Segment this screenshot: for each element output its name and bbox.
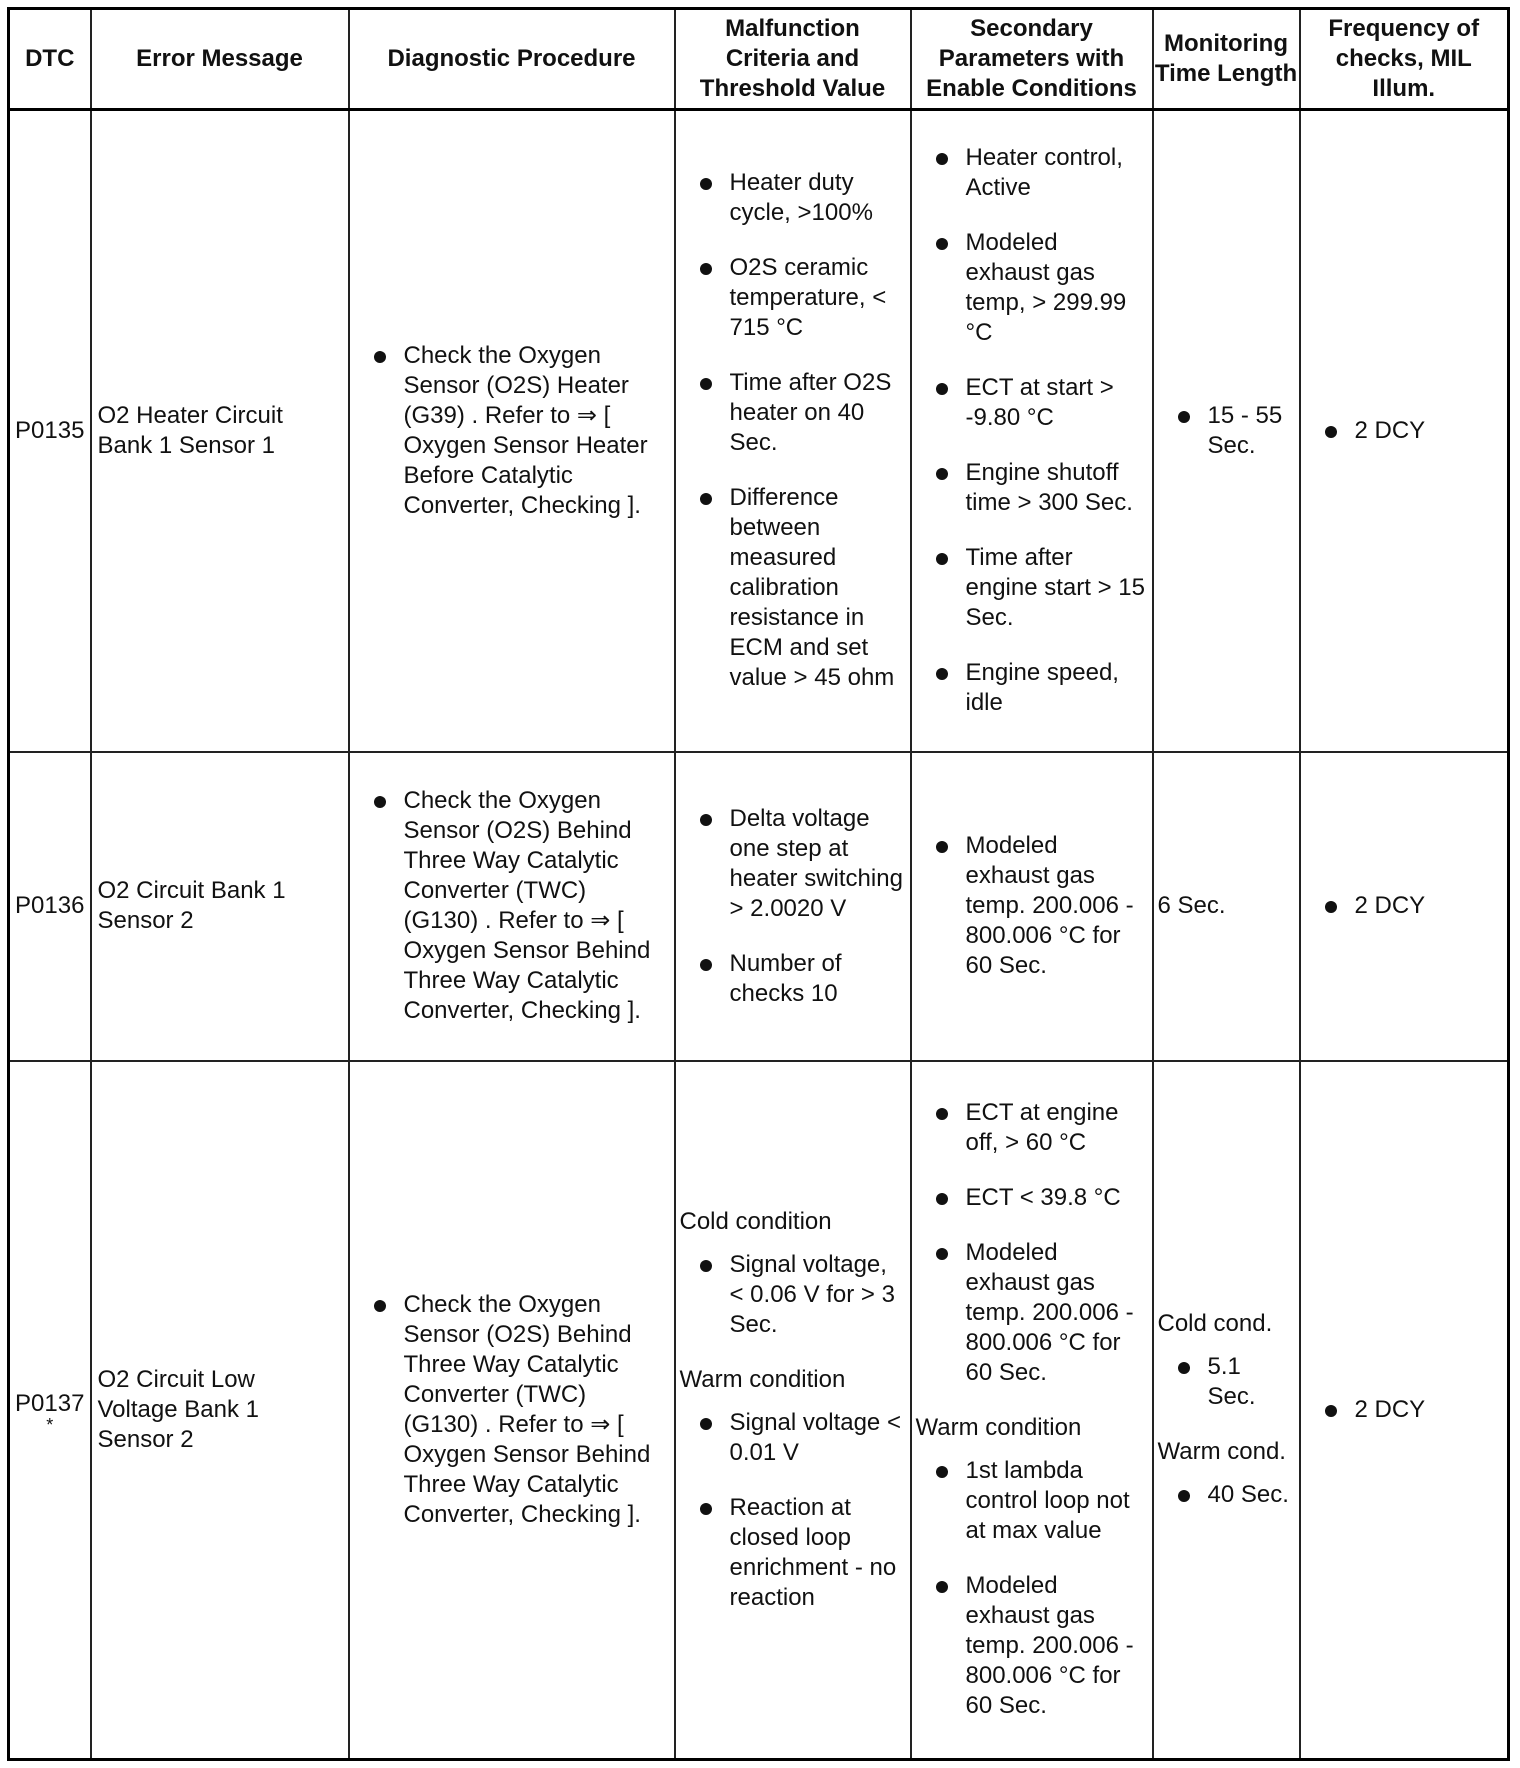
monitoring-time — [1153, 1061, 1300, 1760]
frequency — [1300, 1061, 1509, 1760]
header-diagnostic-procedure: Diagnostic Procedure — [349, 9, 675, 110]
error-message: O2 Heater Circuit Bank 1 Sensor 1 — [91, 110, 349, 752]
warm-condition-label: Warm condition — [915, 1414, 1082, 1442]
table-row — [9, 1061, 1509, 1760]
secondary-item: ECT at start > -9.80 °C — [916, 373, 1146, 433]
diagnostic-procedure — [349, 110, 675, 752]
dtc-code: P0136 — [9, 752, 91, 1061]
diagnostic-procedure — [349, 1061, 675, 1760]
header-secondary-parameters: Secondary Parameters with Enable Conditions — [911, 9, 1153, 110]
criteria-item: Time after O2S heater on 40 Sec. — [680, 368, 904, 458]
malfunction-criteria — [675, 1061, 911, 1760]
secondary-item: Modeled exhaust gas temp. 200.006 - 800.006 °C for 60 Sec. — [916, 831, 1146, 981]
cold-cond-label: Cold cond. — [1157, 1310, 1273, 1338]
dtc-footnote-marker: * — [46, 1414, 54, 1435]
secondary-item: Engine shutoff time > 300 Sec. — [916, 458, 1146, 518]
malfunction-criteria — [675, 752, 911, 1061]
secondary-item: Heater control, Active — [916, 143, 1146, 203]
error-message: O2 Circuit Bank 1 Sensor 2 — [91, 752, 349, 1061]
secondary-item: 1st lambda control loop not at max value — [916, 1456, 1146, 1546]
criteria-item: Difference between measured calibration resistance in ECM and set value > 45 ohm — [680, 483, 904, 693]
frequency-item: 2 DCY — [1305, 891, 1502, 921]
secondary-parameters — [911, 110, 1153, 752]
monitoring-item: 5.1 Sec. — [1158, 1352, 1293, 1412]
warm-cond-label: Warm cond. — [1157, 1438, 1286, 1466]
secondary-parameters — [911, 752, 1153, 1061]
table-row — [9, 752, 1509, 1061]
monitoring-time — [1153, 110, 1300, 752]
criteria-item: Number of checks 10 — [680, 949, 904, 1009]
frequency — [1300, 752, 1509, 1061]
cold-condition-label: Cold condition — [679, 1207, 832, 1235]
frequency-item: 2 DCY — [1305, 1395, 1502, 1425]
header-dtc: DTC — [9, 9, 91, 110]
header-row — [9, 9, 1509, 110]
monitoring-item: 15 - 55 Sec. — [1158, 401, 1293, 461]
header-error-message: Error Message — [91, 9, 349, 110]
malfunction-criteria — [675, 110, 911, 752]
criteria-item: Reaction at closed loop enrichment - no reaction — [680, 1493, 904, 1613]
dtc-code — [9, 1061, 91, 1760]
frequency — [1300, 110, 1509, 752]
header-malfunction-criteria: Malfunction Criteria and Threshold Value — [675, 9, 911, 110]
secondary-item: ECT < 39.8 °C — [916, 1183, 1146, 1213]
secondary-item: ECT at engine off, > 60 °C — [916, 1098, 1146, 1158]
error-message: O2 Circuit Low Voltage Bank 1 Sensor 2 — [91, 1061, 349, 1760]
dtc-code-text: P0137 — [15, 1389, 85, 1417]
warm-condition-label: Warm condition — [679, 1365, 846, 1393]
header-monitoring-time: Monitoring Time Length — [1153, 9, 1300, 110]
criteria-item: Heater duty cycle, >100% — [680, 168, 904, 228]
secondary-parameters — [911, 1061, 1153, 1760]
secondary-item: Modeled exhaust gas temp. 200.006 - 800.006 °C for 60 Sec. — [916, 1571, 1146, 1721]
dtc-code: P0135 — [9, 110, 91, 752]
criteria-item: Signal voltage < 0.01 V — [680, 1408, 904, 1468]
monitoring-item: 40 Sec. — [1158, 1480, 1293, 1510]
procedure-item: Check the Oxygen Sensor (O2S) Behind Three Way Catalytic Converter (TWC) (G130) . Refer to ⇒ [ Oxygen Sensor Behind Three Way Catalytic Converter, Checking ]. — [354, 786, 668, 1026]
secondary-item: Modeled exhaust gas temp, > 299.99 °C — [916, 228, 1146, 348]
dtc-table — [7, 7, 1510, 1761]
header-frequency: Frequency of checks, MIL Illum. — [1300, 9, 1509, 110]
procedure-item: Check the Oxygen Sensor (O2S) Heater (G39) . Refer to ⇒ [ Oxygen Sensor Heater Before Catalytic Converter, Checking ]. — [354, 341, 668, 521]
criteria-item: Signal voltage, < 0.06 V for > 3 Sec. — [680, 1250, 904, 1340]
secondary-item: Time after engine start > 15 Sec. — [916, 543, 1146, 633]
frequency-item: 2 DCY — [1305, 416, 1502, 446]
procedure-item: Check the Oxygen Sensor (O2S) Behind Three Way Catalytic Converter (TWC) (G130) . Refer to ⇒ [ Oxygen Sensor Behind Three Way Catalytic Converter, Checking ]. — [354, 1290, 668, 1530]
criteria-item: O2S ceramic temperature, < 715 °C — [680, 253, 904, 343]
secondary-item: Engine speed, idle — [916, 658, 1146, 718]
diagnostic-procedure — [349, 752, 675, 1061]
monitoring-time: 6 Sec. — [1153, 752, 1300, 1061]
secondary-item: Modeled exhaust gas temp. 200.006 - 800.006 °C for 60 Sec. — [916, 1238, 1146, 1388]
table-row — [9, 110, 1509, 752]
criteria-item: Delta voltage one step at heater switching > 2.0020 V — [680, 804, 904, 924]
